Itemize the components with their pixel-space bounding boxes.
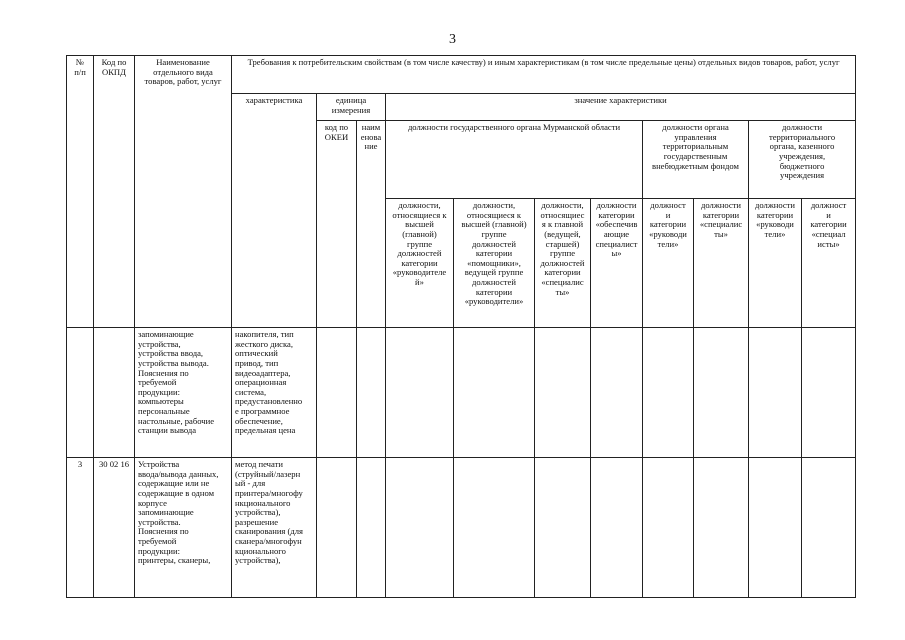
row-cell-empty	[749, 328, 802, 458]
row-cell-empty	[749, 458, 802, 598]
row-cell-empty	[643, 458, 694, 598]
header-fund-body: должности органа управления территориальным государственным внебюджетным фондом	[643, 121, 749, 199]
table-row	[67, 458, 856, 598]
row-cell-empty	[694, 328, 749, 458]
row-cell-empty	[357, 328, 386, 458]
header-position-6: должности категории «специалис ты»	[694, 199, 749, 328]
header-gov-body: должности государственного органа Мурманской области	[386, 121, 643, 199]
row-cell-empty	[591, 328, 643, 458]
header-territorial-body: должности территориального органа, казенного учреждения, бюджетного учреждения	[749, 121, 856, 199]
row-num: 3	[67, 458, 94, 598]
row-num	[67, 328, 94, 458]
row-name: Устройства ввода/вывода данных, содержащие или не содержащие в одном корпусе запоминающие устройства. Пояснения по требуемой продукции: принтеры, сканеры,	[135, 458, 232, 598]
row-cell-empty	[535, 328, 591, 458]
row-characteristic: накопителя, тип жесткого диска, оптический привод, тип видеоадаптера, операционная система, предустановленно е программное обеспечение, предельная цена	[232, 328, 317, 458]
row-cell-empty	[535, 458, 591, 598]
header-unit-name: наим енова ние	[357, 121, 386, 328]
header-position-8: должност и категории «специал исты»	[802, 199, 856, 328]
row-cell-empty	[454, 458, 535, 598]
header-item-name: Наименование отдельного вида товаров, работ, услуг	[135, 56, 232, 328]
header-requirements: Требования к потребительским свойствам (в том числе качеству) и иным характеристикам (в том числе предельные цены) отдельных видов товаров, работ, услуг	[232, 56, 856, 94]
header-position-3: должности, относящиес я к главной (ведущей, старшей) группе должностей категории «специалис ты»	[535, 199, 591, 328]
row-cell-empty	[802, 458, 856, 598]
header-position-5: должност и категории «руководи тели»	[643, 199, 694, 328]
row-cell-empty	[694, 458, 749, 598]
row-cell-empty	[317, 458, 357, 598]
header-value: значение характеристики	[386, 94, 856, 121]
row-cell-empty	[317, 328, 357, 458]
row-cell-empty	[454, 328, 535, 458]
row-name: запоминающие устройства, устройства ввода, устройства вывода. Пояснения по требуемой продукции: компьютеры персональные настольные, рабочие станции вывода	[135, 328, 232, 458]
row-cell-empty	[643, 328, 694, 458]
row-code	[94, 328, 135, 458]
page-number: 3	[449, 32, 456, 47]
header-position-1: должности, относящиеся к высшей (главной) группе должностей категории «руководителе й»	[386, 199, 454, 328]
row-cell-empty	[357, 458, 386, 598]
header-position-7: должности категории «руководи тели»	[749, 199, 802, 328]
header-okei-code: код по ОКЕИ	[317, 121, 357, 328]
header-num: № п/п	[67, 56, 94, 328]
header-position-4: должности категории «обеспечив ающие специалист ы»	[591, 199, 643, 328]
header-okpd-code: Код по ОКПД	[94, 56, 135, 328]
row-characteristic: метод печати (струйный/лазерн ый - для принтера/многофу нкционального устройства), разрешение сканирования (для сканера/многофун кционального устройства),	[232, 458, 317, 598]
header-characteristic: характеристика	[232, 94, 317, 328]
header-position-2: должности, относящиеся к высшей (главной) группе должностей категории «помощники», ведущей группе должностей категории «руководители»	[454, 199, 535, 328]
requirements-table	[66, 55, 856, 598]
table-row	[67, 328, 856, 458]
row-cell-empty	[591, 458, 643, 598]
row-cell-empty	[802, 328, 856, 458]
row-cell-empty	[386, 458, 454, 598]
row-cell-empty	[386, 328, 454, 458]
row-code: 30 02 16	[94, 458, 135, 598]
header-unit: единица измерения	[317, 94, 386, 121]
